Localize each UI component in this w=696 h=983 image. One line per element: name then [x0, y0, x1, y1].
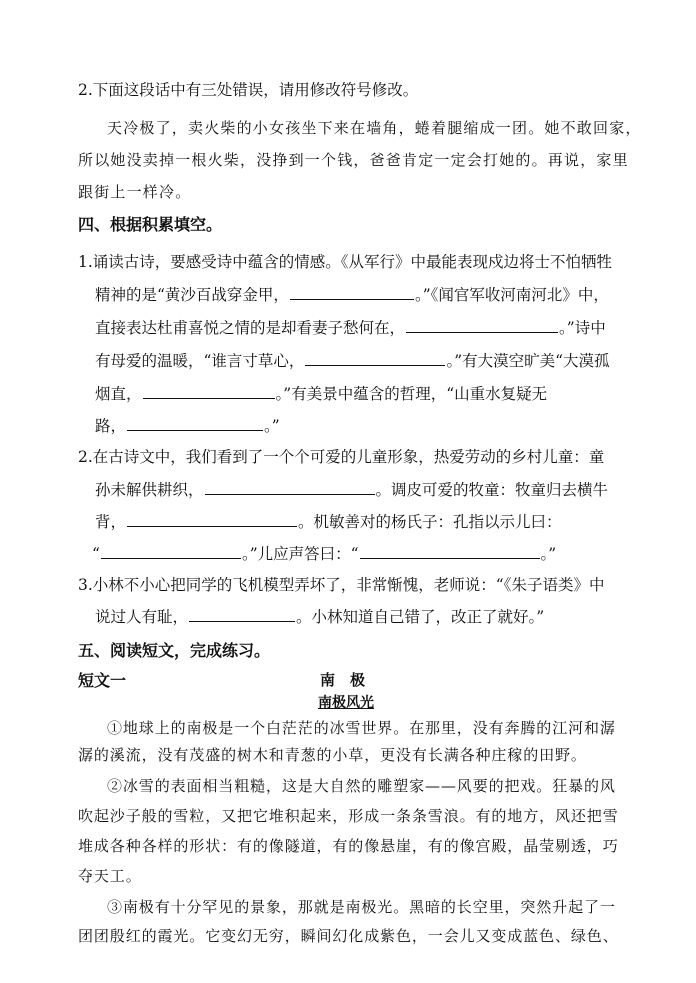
passage-line: 跟街上一样冷。 — [78, 183, 192, 201]
text: 背， — [95, 513, 127, 531]
text: 。”《闻官军收河南河北》中， — [414, 286, 609, 304]
answer-blank[interactable] — [189, 607, 295, 622]
text: “ — [92, 545, 100, 563]
fill-q1-line3 — [95, 318, 606, 338]
text: 。” — [540, 545, 557, 563]
answer-blank[interactable] — [127, 416, 263, 431]
text: 孙未解供耕织， — [95, 481, 204, 499]
answer-blank[interactable] — [406, 318, 558, 333]
answer-blank[interactable] — [205, 480, 375, 495]
passage-line: 天冷极了，卖火柴的小女孩坐下来在墙角，蜷着腿缩成一团。她不敢回家， — [107, 119, 642, 137]
paragraph-line: 吹起沙子般的雪粒，又把它堆积起来，形成一条条雪浪。有的地方，风还把雪 — [78, 807, 619, 825]
paragraph-line: 夺天工。 — [78, 867, 142, 885]
fill-q3-line1: 3.小林不小心把同学的飞机模型弄坏了，非常惭愧，老师说：“《朱子语类》中 — [78, 576, 605, 594]
text: 精神的是“黄沙百战穿金甲， — [95, 286, 289, 304]
answer-blank[interactable] — [360, 544, 540, 559]
fill-q1-line6 — [95, 416, 280, 436]
fill-q1-line5 — [95, 384, 547, 404]
fill-q2-line4 — [92, 544, 556, 564]
section-4-heading: 四、根据积累填空。 — [78, 215, 223, 234]
passage-line: 所以她没卖掉一根火柴，没挣到一个钱，爸爸肯定一定会打她的。再说，家里 — [78, 151, 629, 169]
text: 。机敏善对的杨氏子：孔指以示儿曰： — [298, 513, 562, 531]
passage-label: 短文一 — [78, 671, 127, 690]
fill-q1-line1: 1.诵读古诗，要感受诗中蕴含的情感。《从军行》中最能表现戍边将士不怕牺牲 — [78, 253, 613, 271]
text: 路， — [95, 417, 127, 435]
answer-blank[interactable] — [305, 351, 445, 366]
text: 有母爱的温暖，“谁言寸草心， — [95, 352, 305, 370]
text: 烟直， — [95, 385, 142, 403]
question-2-title: 2.下面这段话中有三处错误，请用修改符号修改。 — [78, 81, 419, 99]
answer-blank[interactable] — [143, 384, 275, 399]
fill-q1-line4 — [95, 351, 610, 371]
passage-title: 南 极 — [320, 671, 366, 689]
text: 说过人有耻， — [95, 608, 189, 626]
fill-q2-line1: 2.在古诗文中，我们看到了一个个可爱的儿童形象，热爱劳动的乡村儿童：童 — [78, 448, 605, 466]
text: 。” — [264, 417, 280, 435]
passage-subtitle: 南极风光 — [318, 695, 374, 711]
text: 。”有大漠空旷美“大漠孤 — [446, 352, 610, 370]
fill-q1-line2 — [95, 285, 609, 305]
answer-blank[interactable] — [101, 544, 241, 559]
section-5-heading: 五、阅读短文，完成练习。 — [78, 641, 271, 660]
fill-q2-line3 — [95, 512, 562, 532]
text: 。”诗中 — [559, 319, 606, 337]
paragraph-line: ③南极有十分罕见的景象，那就是南极光。黑暗的长空里，突然升起了一 — [107, 898, 616, 916]
answer-blank[interactable] — [290, 285, 414, 300]
paragraph-line: ①地球上的南极是一个白茫茫的冰雪世界。在那里，没有奔腾的江河和潺 — [107, 719, 616, 737]
paragraph-line: 堆成各种各样的形状：有的像隧道，有的像悬崖，有的像宫殿，晶莹剔透，巧 — [78, 837, 619, 855]
text: 。调皮可爱的牧童：牧童归去横牛 — [375, 481, 609, 499]
text: 。”儿应声答曰：“ — [241, 545, 359, 563]
paragraph-line: ②冰雪的表面相当粗糙，这是大自然的雕塑家——风要的把戏。狂暴的风 — [107, 777, 616, 795]
paragraph-line: 潺的溪流，没有茂盛的树木和青葱的小草，更没有长满各种庄稼的田野。 — [78, 746, 587, 764]
text: 。”有美景中蕴含的哲理，“山重水复疑无 — [275, 385, 548, 403]
fill-q2-line2 — [95, 480, 608, 500]
answer-blank[interactable] — [127, 512, 297, 527]
paragraph-line: 团团殷红的霞光。它变幻无穷，瞬间幻化成紫色，一会儿又变成蓝色、绿色、 — [78, 927, 619, 945]
text: 直接表达杜甫喜悦之情的是却看妻子愁何在， — [95, 319, 406, 337]
fill-q3-line2 — [95, 607, 544, 627]
text: 。小林知道自己错了，改正了就好。” — [296, 608, 545, 626]
